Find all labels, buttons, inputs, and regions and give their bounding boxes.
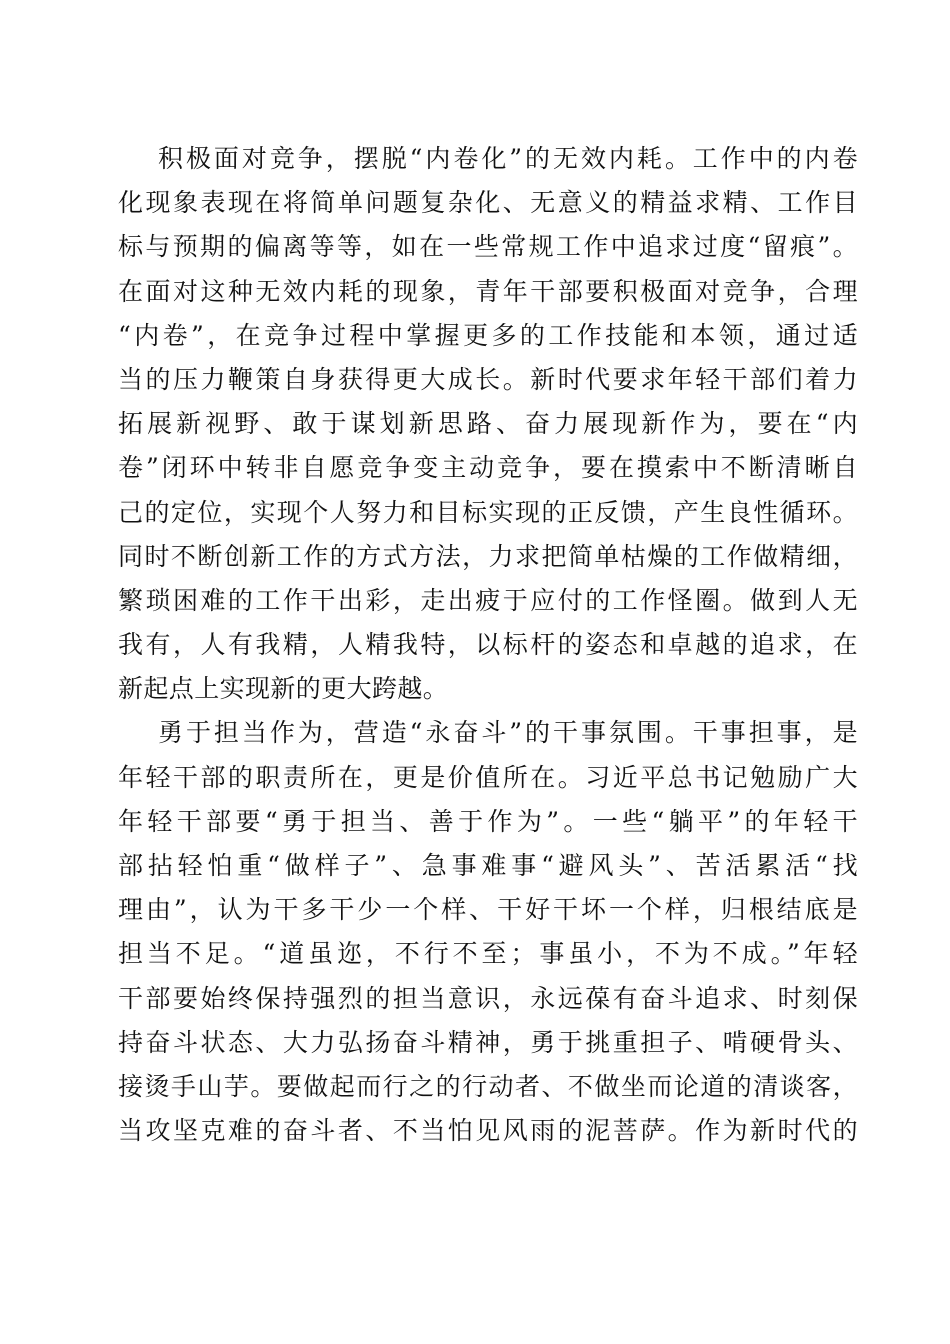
- paragraph-1-line-13: 新起点上实现新的更大跨越。: [118, 674, 449, 704]
- paragraph-2-line-9: 接烫手山芋。要做起而行之的行动者、不做坐而论道的清谈客，: [118, 1071, 858, 1101]
- paragraph-2-line-3: 年轻干部要“勇于担当、善于作为”。一些“躺平”的年轻干: [118, 806, 858, 836]
- paragraph-1-line-1: 积极面对竞争，摆脱“内卷化”的无效内耗。工作中的内卷: [158, 144, 858, 173]
- paragraph-2-line-7: 干部要始终保持强烈的担当意识，永远葆有奋斗追求、时刻保: [118, 983, 858, 1013]
- paragraph-1-line-3: 标与预期的偏离等等，如在一些常规工作中追求过度“留痕”。: [118, 232, 858, 262]
- paragraph-2-line-4: 部拈轻怕重“做样子”、急事难事“避风头”、苦活累活“找: [118, 851, 858, 880]
- paragraph-1-line-4: 在面对这种无效内耗的现象，青年干部要积极面对竞争，合理: [118, 276, 858, 306]
- paragraph-2-line-1: 勇于担当作为，营造“永奋斗”的干事氛围。干事担事，是: [158, 718, 858, 748]
- paragraph-1-line-5: “内卷”，在竞争过程中掌握更多的工作技能和本领，通过适: [118, 320, 858, 350]
- paragraph-2-line-10: 当攻坚克难的奋斗者、不当怕见风雨的泥菩萨。作为新时代的: [118, 1116, 858, 1146]
- paragraph-2-line-5: 理由”，认为干多干少一个样、干好干坏一个样，归根结底是: [118, 895, 858, 925]
- paragraph-2-line-8: 持奋斗状态、大力弘扬奋斗精神，勇于挑重担子、啃硬骨头、: [118, 1027, 858, 1057]
- paragraph-1-line-10: 同时不断创新工作的方式方法，力求把简单枯燥的工作做精细，: [118, 541, 858, 571]
- paragraph-1-line-8: 卷”闭环中转非自愿竞争变主动竞争，要在摸索中不断清晰自: [118, 453, 858, 483]
- paragraph-2-line-2: 年轻干部的职责所在，更是价值所在。习近平总书记勉励广大: [118, 762, 858, 792]
- paragraph-2-line-6: 担当不足。“道虽迩，不行不至；事虽小，不为不成。”年轻: [118, 939, 858, 969]
- paragraph-1-line-9: 己的定位，实现个人努力和目标实现的正反馈，产生良性循环。: [118, 497, 858, 527]
- paragraph-1-line-6: 当的压力鞭策自身获得更大成长。新时代要求年轻干部们着力: [118, 364, 858, 394]
- paragraph-1-line-11: 繁琐困难的工作干出彩，走出疲于应付的工作怪圈。做到人无: [118, 585, 858, 615]
- paragraph-1-line-12: 我有，人有我精，人精我特，以标杆的姿态和卓越的追求，在: [118, 630, 858, 660]
- paragraph-1-line-7: 拓展新视野、敢于谋划新思路、奋力展现新作为，要在“内: [118, 409, 858, 439]
- paragraph-1-line-2: 化现象表现在将简单问题复杂化、无意义的精益求精、工作目: [118, 188, 858, 218]
- body-text: [118, 137, 858, 1153]
